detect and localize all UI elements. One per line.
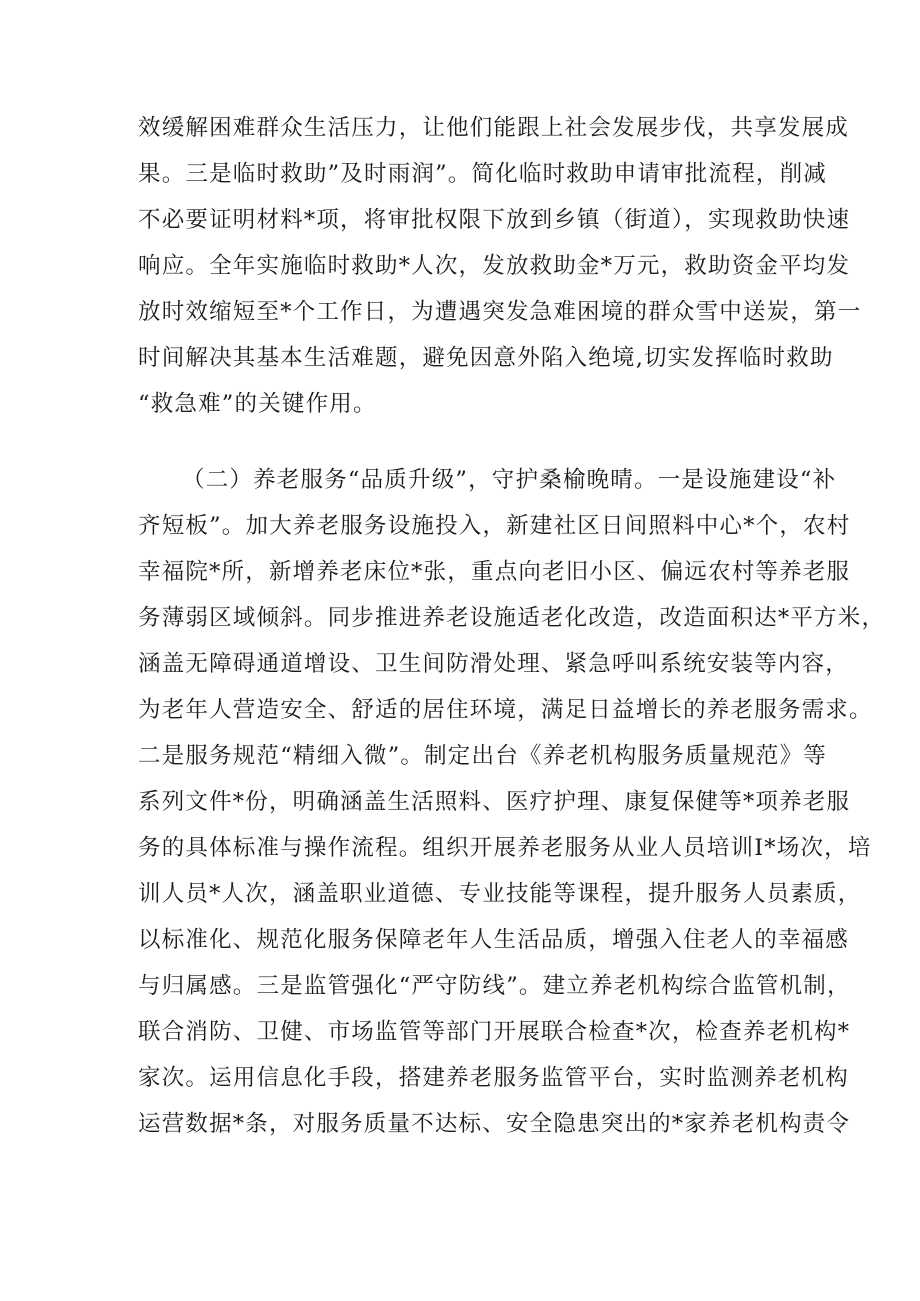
text-line-18: 以标准化、规范化服务保障老年人生活品质，增强入住老人的幸福感 [138,927,850,953]
text-line-5: 放时效缩短至*个工作日，为遭遇突发急难困境的群众雪中送炭，第一 [138,299,862,325]
text-line-6: 时间解决其基本生活难题，避免因意外陷入绝境,切实发挥临时救助 [138,345,834,371]
text-line-14: 二是服务规范“精细入微”。制定出台《养老机构服务质量规范》等 [138,743,828,769]
text-line-12: 涵盖无障碍通道增设、卫生间防滑处理、紧急呼叫系统安装等内容， [138,651,850,677]
text-line-3: 不必要证明材料*项，将审批权限下放到乡镇（街道），实现救助快速 [138,207,851,233]
text-line-11: 务薄弱区域倾斜。同步推进养老设施适老化改造，改造面积达*平方米， [138,605,886,631]
text-line-16: 务的具体标准与操作流程。组织开展养老服务从业人员培训I*场次，培 [138,835,872,861]
text-line-7: “救急难”的关键作用。 [138,391,377,417]
section-heading-line: （二）养老服务“品质升级”，守护桑榆晚晴。一是设施建设“补 [182,467,837,493]
text-line-10: 幸福院*所，新增养老床位*张，重点向老旧小区、偏远农村等养老服 [138,559,851,585]
text-line-2: 果。三是临时救助”及时雨润”。简化临时救助申请审批流程，削减 [138,161,828,187]
text-line-13: 为老年人营造安全、舒适的居住环境，满足日益增长的养老服务需求。 [138,697,873,723]
text-line-22: 运营数据*条，对服务质量不达标、安全隐患突出的*家养老机构责令 [138,1111,851,1137]
text-line-9: 齐短板”。加大养老服务设施投入，新建社区日间照料中心*个，农村 [138,513,851,539]
text-line-1: 效缓解困难群众生活压力，让他们能跟上社会发展步伐，共享发展成 [138,115,850,141]
text-line-21: 家次。运用信息化手段，搭建养老服务监管平台，实时监测养老机构 [138,1065,850,1091]
text-line-17: 训人员*人次，涵盖职业道德、专业技能等课程，提升服务人员素质， [138,881,862,907]
text-line-15: 系列文件*份，明确涵盖生活照料、医疗护理、康复保健等*项养老服 [138,789,851,815]
text-line-4: 响应。全年实施临时救助*人次，发放救助金*万元，救助资金平均发 [138,253,851,279]
text-line-20: 联合消防、卫健、市场监管等部门开展联合检查*次，检查养老机构* [138,1019,851,1045]
text-line-19: 与归属感。三是监管强化“严守防线”。建立养老机构综合监管机制， [138,973,851,999]
